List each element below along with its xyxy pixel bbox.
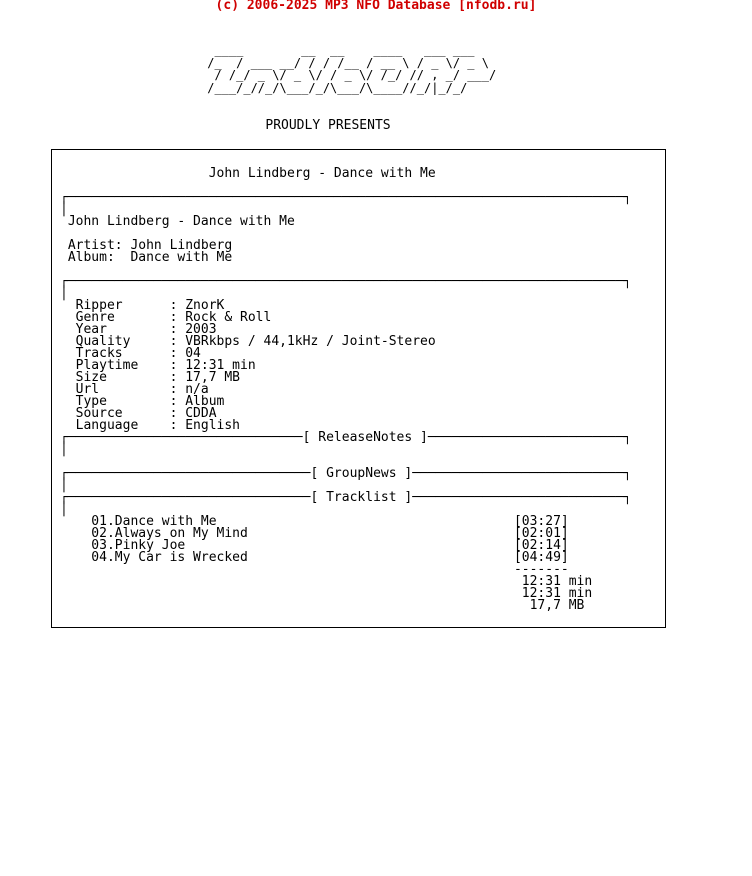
znork-ascii-logo: ____ __ __ ____ ___ ___ /_ / ___ __/ / / /__ / __ \ / _ \/ _ \ / /_/ _ \/ _ \/ / _ \/ /_/ // , _/ ___/ /___/_//_/\___/_/\___/\____//_/|_/_/: [207, 43, 497, 95]
copyright-header: (c) 2006-2025 MP3 NFO Database [nfodb.ru]: [215, 0, 537, 13]
nfo-frame: [51, 149, 666, 628]
proudly-presents-text: PROUDLY PRESENTS: [265, 118, 391, 133]
nfo-body-text: John Lindberg - Dance with Me ┌───────────────────────────────────────────────────────────────────────┐ │ John Lindberg - Dance with Me Artist: John Lindberg Album: Dance with Me ┌───────────────────────────────────────────────────────────────────────┐ │ Ripper : ZnorK Genre : Rock & Roll Year : 2003 Quality : VBRkbps / 44,1kHz / Joint-Stereo Tracks : 04 Playtime : 12:31 min Size : 17,7 MB Url : n/a Type : Album Source : CDDA Language : English ┌──────────────────────────────[ ReleaseNotes ]─────────────────────────┐ │ ┌───────────────────────────────[ GroupNews ]───────────────────────────┐ │ ┌───────────────────────────────[ Tracklist ]───────────────────────────┐ │ 01.Dance with Me [03:27] 02.Always on My Mind [02:01] 03.Pinky Joe [02:14] 04.My Car is Wrecked [04:49] ------- 12:31 min 12:31 min 17,7 MB: [60, 166, 632, 613]
